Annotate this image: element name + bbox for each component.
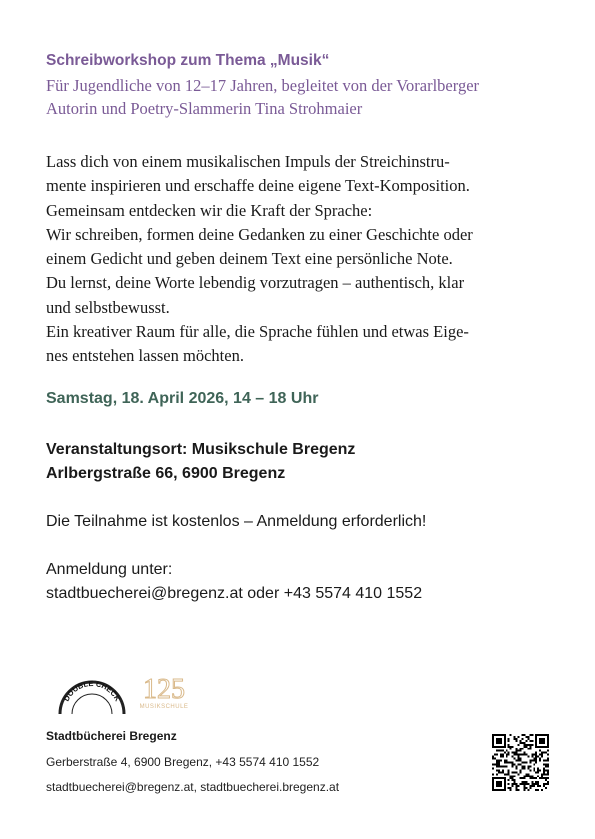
anniversary-number: 125 xyxy=(143,674,185,705)
double-check-logo xyxy=(56,668,128,720)
subtitle-line: Autorin und Poetry-Slammerin Tina Strohmaier xyxy=(46,99,363,118)
event-venue xyxy=(46,438,355,486)
subtitle-line: Für Jugendliche von 12–17 Jahren, begleitet von der Vorarlberger xyxy=(46,76,480,95)
description-line: nes entstehen lassen möchten. xyxy=(46,346,244,366)
description-line: Ein kreativer Raum für alle, die Sprache fühlen und etwas Eige- xyxy=(46,322,469,342)
footer-address: Gerberstraße 4, 6900 Bregenz, +43 5574 410 1552 xyxy=(46,755,320,769)
venue-address: Arlbergstraße 66, 6900 Bregenz xyxy=(46,465,286,482)
svg-text:DOUBLE CHECK xyxy=(62,679,123,703)
workshop-title: Schreibworkshop zum Thema „Musik“ xyxy=(46,52,330,69)
anniversary-text: MUSIKSCHULE xyxy=(139,704,189,710)
registration-label: Anmeldung unter: xyxy=(46,561,173,578)
double-check-text: DOUBLE CHECK xyxy=(61,678,123,703)
description-line: mente inspirieren und erschaffe deine eigene Text-Komposition. xyxy=(46,176,470,196)
footer-organization: Stadtbücherei Bregenz xyxy=(46,729,177,743)
description-paragraph xyxy=(46,150,556,369)
qr-code-icon[interactable] xyxy=(492,734,549,791)
registration-info xyxy=(46,558,422,606)
description-line: einem Gedicht und geben deinem Text eine persönliche Note. xyxy=(46,249,453,269)
registration-contact[interactable]: stadtbuecherei@bregenz.at oder +43 5574 410 1552 xyxy=(46,585,423,602)
description-line: Gemeinsam entdecken wir die Kraft der Sprache: xyxy=(46,200,373,220)
footer-web[interactable]: stadtbuecherei@bregenz.at, stadtbuecherei.bregenz.at xyxy=(46,780,340,794)
description-line: und selbstbewusst. xyxy=(46,297,170,317)
description-line: Lass dich von einem musikalischen Impuls der Streichinstru- xyxy=(46,152,450,171)
event-date: Samstag, 18. April 2026, 14 – 18 Uhr xyxy=(46,390,319,407)
description-line: Du lernst, deine Worte lebendig vorzutragen – authentisch, klar xyxy=(46,273,465,293)
venue-name: Veranstaltungsort: Musikschule Bregenz xyxy=(46,441,356,458)
description-line: Wir schreiben, formen deine Gedanken zu einer Geschichte oder xyxy=(46,224,473,244)
workshop-subtitle xyxy=(46,74,479,120)
musikschule-125-logo xyxy=(132,668,196,716)
participation-note: Die Teilnahme ist kostenlos – Anmeldung erforderlich! xyxy=(46,513,427,530)
